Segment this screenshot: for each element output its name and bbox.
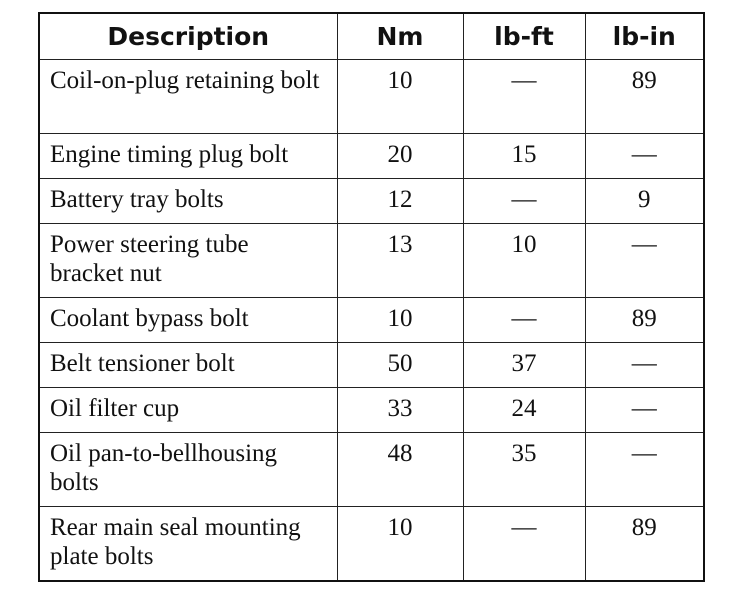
description-cell: Coil-on-plug retaining bolt: [39, 60, 337, 134]
description-cell: Oil pan-to-bellhousing bolts: [39, 433, 337, 507]
description-cell: Engine timing plug bolt: [39, 134, 337, 179]
table-row: [39, 388, 704, 433]
torque-spec-table: [38, 12, 705, 582]
lb-in-cell: 89: [585, 298, 704, 343]
description-cell: Belt tensioner bolt: [39, 343, 337, 388]
nm-cell: 12: [337, 179, 463, 224]
column-header-nm: Nm: [337, 13, 463, 60]
lb-in-cell: —: [585, 343, 704, 388]
nm-cell: 48: [337, 433, 463, 507]
description-cell: Battery tray bolts: [39, 179, 337, 224]
description-cell: Power steering tube bracket nut: [39, 224, 337, 298]
lb-ft-cell: —: [463, 298, 585, 343]
column-header-lb-in: lb-in: [585, 13, 704, 60]
lb-ft-cell: —: [463, 507, 585, 582]
table-row: [39, 298, 704, 343]
nm-cell: 33: [337, 388, 463, 433]
description-cell: Oil filter cup: [39, 388, 337, 433]
lb-in-cell: 89: [585, 60, 704, 134]
table-row: [39, 179, 704, 224]
lb-ft-cell: 24: [463, 388, 585, 433]
table-row: [39, 60, 704, 134]
lb-in-cell: —: [585, 134, 704, 179]
table-header-row: [39, 13, 704, 60]
nm-cell: 13: [337, 224, 463, 298]
description-cell: Rear main seal mounting plate bolts: [39, 507, 337, 582]
nm-cell: 50: [337, 343, 463, 388]
lb-in-cell: —: [585, 388, 704, 433]
nm-cell: 10: [337, 507, 463, 582]
nm-cell: 20: [337, 134, 463, 179]
table-row: [39, 507, 704, 582]
nm-cell: 10: [337, 298, 463, 343]
description-cell: Coolant bypass bolt: [39, 298, 337, 343]
table-row: [39, 433, 704, 507]
nm-cell: 10: [337, 60, 463, 134]
lb-in-cell: 9: [585, 179, 704, 224]
lb-ft-cell: 35: [463, 433, 585, 507]
lb-ft-cell: —: [463, 179, 585, 224]
lb-ft-cell: 15: [463, 134, 585, 179]
lb-in-cell: —: [585, 224, 704, 298]
table-row: [39, 343, 704, 388]
lb-ft-cell: —: [463, 60, 585, 134]
lb-ft-cell: 37: [463, 343, 585, 388]
table-row: [39, 224, 704, 298]
column-header-description: Description: [39, 13, 337, 60]
column-header-lb-ft: lb-ft: [463, 13, 585, 60]
lb-ft-cell: 10: [463, 224, 585, 298]
table-row: [39, 134, 704, 179]
lb-in-cell: 89: [585, 507, 704, 582]
lb-in-cell: —: [585, 433, 704, 507]
